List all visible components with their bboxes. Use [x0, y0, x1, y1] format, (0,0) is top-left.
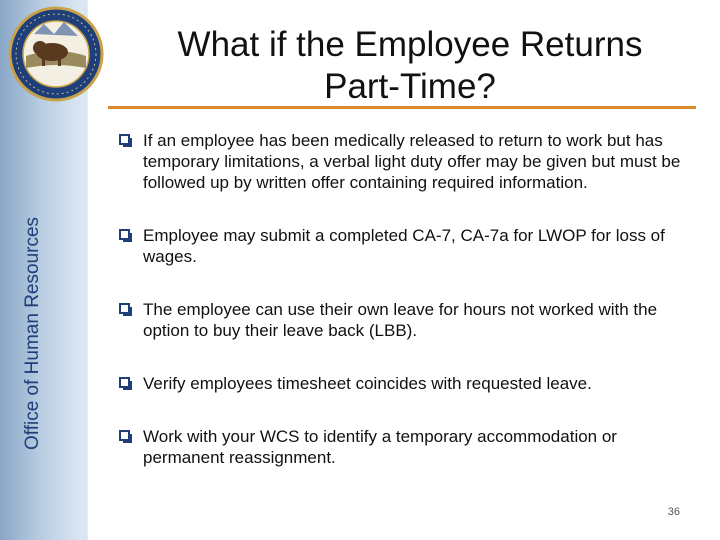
- bullet-text: Employee may submit a completed CA-7, CA-7a for LWOP for loss of wages.: [143, 226, 665, 266]
- bullet-list: [117, 130, 697, 468]
- page-title: [110, 24, 710, 108]
- bullet-text: Verify employees timesheet coincides with requested leave.: [143, 374, 592, 393]
- department-label: Office of Human Resources: [22, 216, 43, 450]
- checkbox-bullet-icon: [119, 134, 130, 145]
- bullet-text: If an employee has been medically released to return to work but has temporary limitations, a verbal light duty offer may be given but must be followed up by written offer containing required information.: [143, 131, 681, 192]
- bullet-text: The employee can use their own leave for hours not worked with the option to buy their leave back (LBB).: [143, 300, 658, 340]
- title-line-1: What if the Employee Returns: [177, 25, 643, 64]
- bullet-item: [117, 299, 697, 341]
- checkbox-bullet-icon: [119, 430, 130, 441]
- bullet-item: [117, 373, 697, 394]
- checkbox-bullet-icon: [119, 377, 130, 388]
- bullet-text: Work with your WCS to identify a temporary accommodation or permanent reassignment.: [143, 427, 617, 467]
- bullet-item: [117, 130, 697, 193]
- bullet-item: [117, 426, 697, 468]
- checkbox-bullet-icon: [119, 229, 130, 240]
- bullet-item: [117, 225, 697, 267]
- department-seal-logo: [6, 4, 106, 104]
- checkbox-bullet-icon: [119, 303, 130, 314]
- title-line-2: Part-Time?: [324, 67, 496, 106]
- title-divider: [108, 106, 696, 109]
- page-number: 36: [667, 506, 680, 518]
